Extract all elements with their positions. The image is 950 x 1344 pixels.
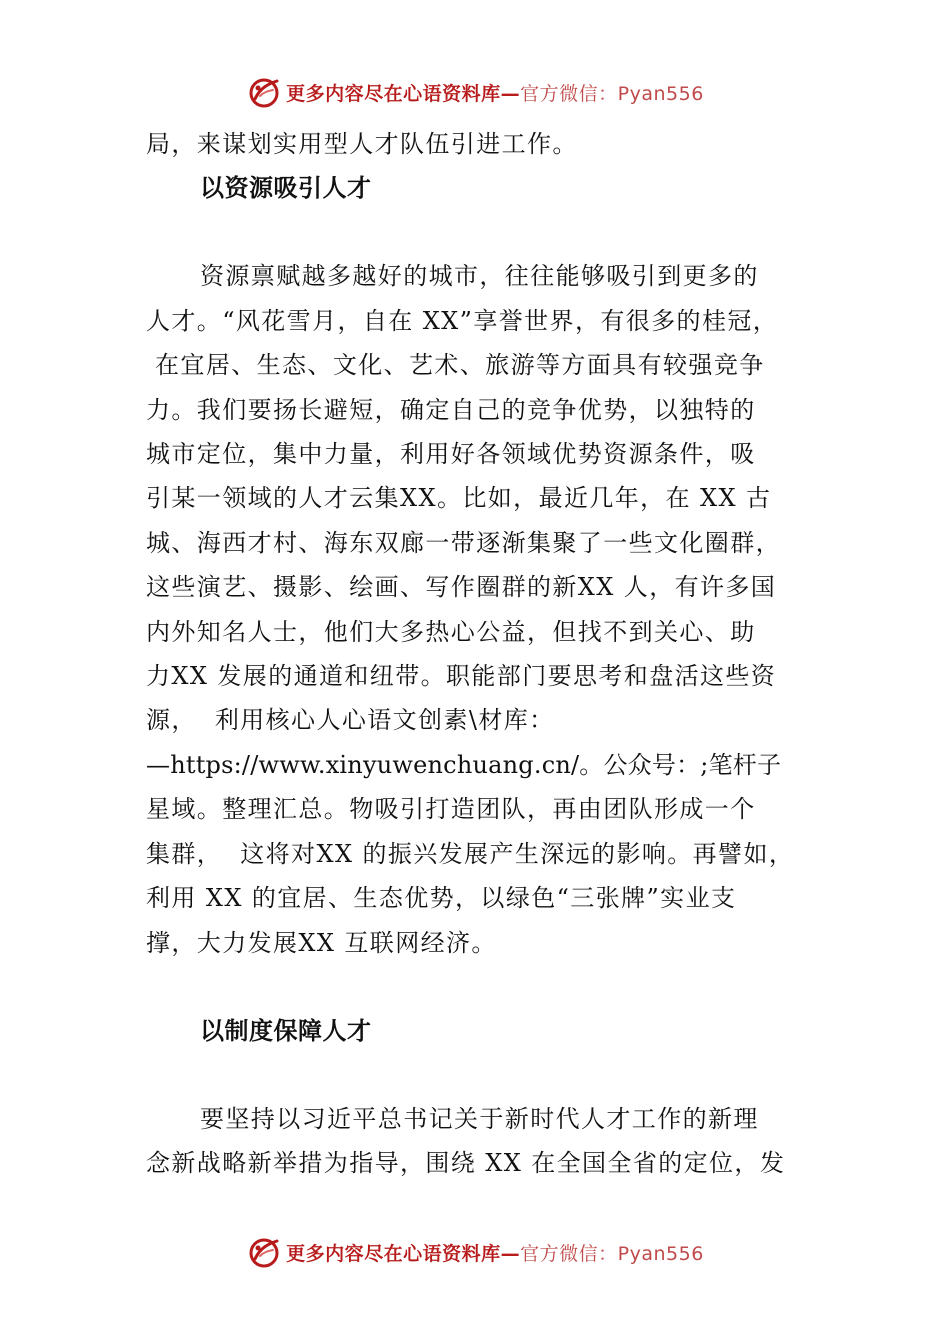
banner-wechat: 官方微信：Pyan556 (520, 82, 704, 105)
banner-text: 更多内容尽在心语资料库— (286, 1242, 521, 1265)
logo-icon (246, 1234, 282, 1270)
banner-wechat: 官方微信：Pyan556 (520, 1242, 704, 1265)
paragraph-line: 城、海西才村、海东双廊一带逐渐集聚了一些文化圈群， (146, 528, 781, 557)
paragraph-line: 在宜居、生态、文化、艺术、旅游等方面具有较强竞争 (146, 351, 765, 380)
paragraph-line: —https://www.xinyuwenchuang.cn/。公众号：;笔杆子 (146, 750, 782, 779)
banner-text: 更多内容尽在心语资料库— (286, 82, 521, 105)
paragraph-line: 利用 XX 的宜居、生态优势，以绿色“三张牌”实业支 (146, 884, 737, 913)
paragraph-resources (146, 254, 816, 965)
paragraph-institutions (146, 1097, 816, 1186)
paragraph-line: 城市定位，集中力量，利用好各领域优势资源条件，吸 (146, 440, 756, 469)
paragraph-line: 这些演艺、摄影、绘画、写作圈群的新XX 人，有许多国 (146, 573, 777, 602)
paragraph-line: 源， 利用核心人心语文创素\材库： (146, 706, 555, 735)
paragraph-line: 要坚持以习近平总书记关于新时代人才工作的新理 (200, 1104, 759, 1133)
paragraph-line: 力。我们要扬长避短，确定自己的竞争优势，以独特的 (146, 395, 756, 424)
section-heading-resources: 以资源吸引人才 (200, 174, 372, 203)
paragraph-line: 念新战略新举措为指导，围绕 XX 在全国全省的定位，发 (146, 1149, 786, 1178)
paragraph-line: 星域。整理汇总。物吸引打造团队，再由团队形成一个 (146, 795, 756, 824)
paragraph-line: 引某一领域的人才云集XX。比如，最近几年，在 XX 古 (146, 484, 772, 513)
paragraph-line: 集群， 这将对XX 的振兴发展产生深远的影响。再譬如， (146, 839, 795, 868)
document-body (146, 122, 816, 1186)
spacer (146, 965, 816, 1009)
spacer (146, 210, 816, 254)
section-heading-institutions: 以制度保障人才 (200, 1016, 372, 1045)
logo-icon (246, 74, 282, 110)
paragraph-line: 内外知名人士，他们大多热心公益，但找不到关心、助 (146, 617, 756, 646)
footer-banner (0, 1232, 950, 1272)
paragraph-line: 力XX 发展的通道和纽带。职能部门要思考和盘活这些资 (146, 662, 777, 691)
paragraph-line: 人才。“风花雪月，自在 XX”享誉世界，有很多的桂冠， (146, 306, 779, 335)
header-banner (0, 72, 950, 112)
paragraph-line: 撑，大力发展XX 互联网经济。 (146, 928, 497, 957)
paragraph-line: 资源禀赋越多越好的城市，往往能够吸引到更多的 (200, 262, 759, 291)
spacer (146, 1053, 816, 1097)
intro-line: 局，来谋划实用型人才队伍引进工作。 (146, 130, 578, 158)
